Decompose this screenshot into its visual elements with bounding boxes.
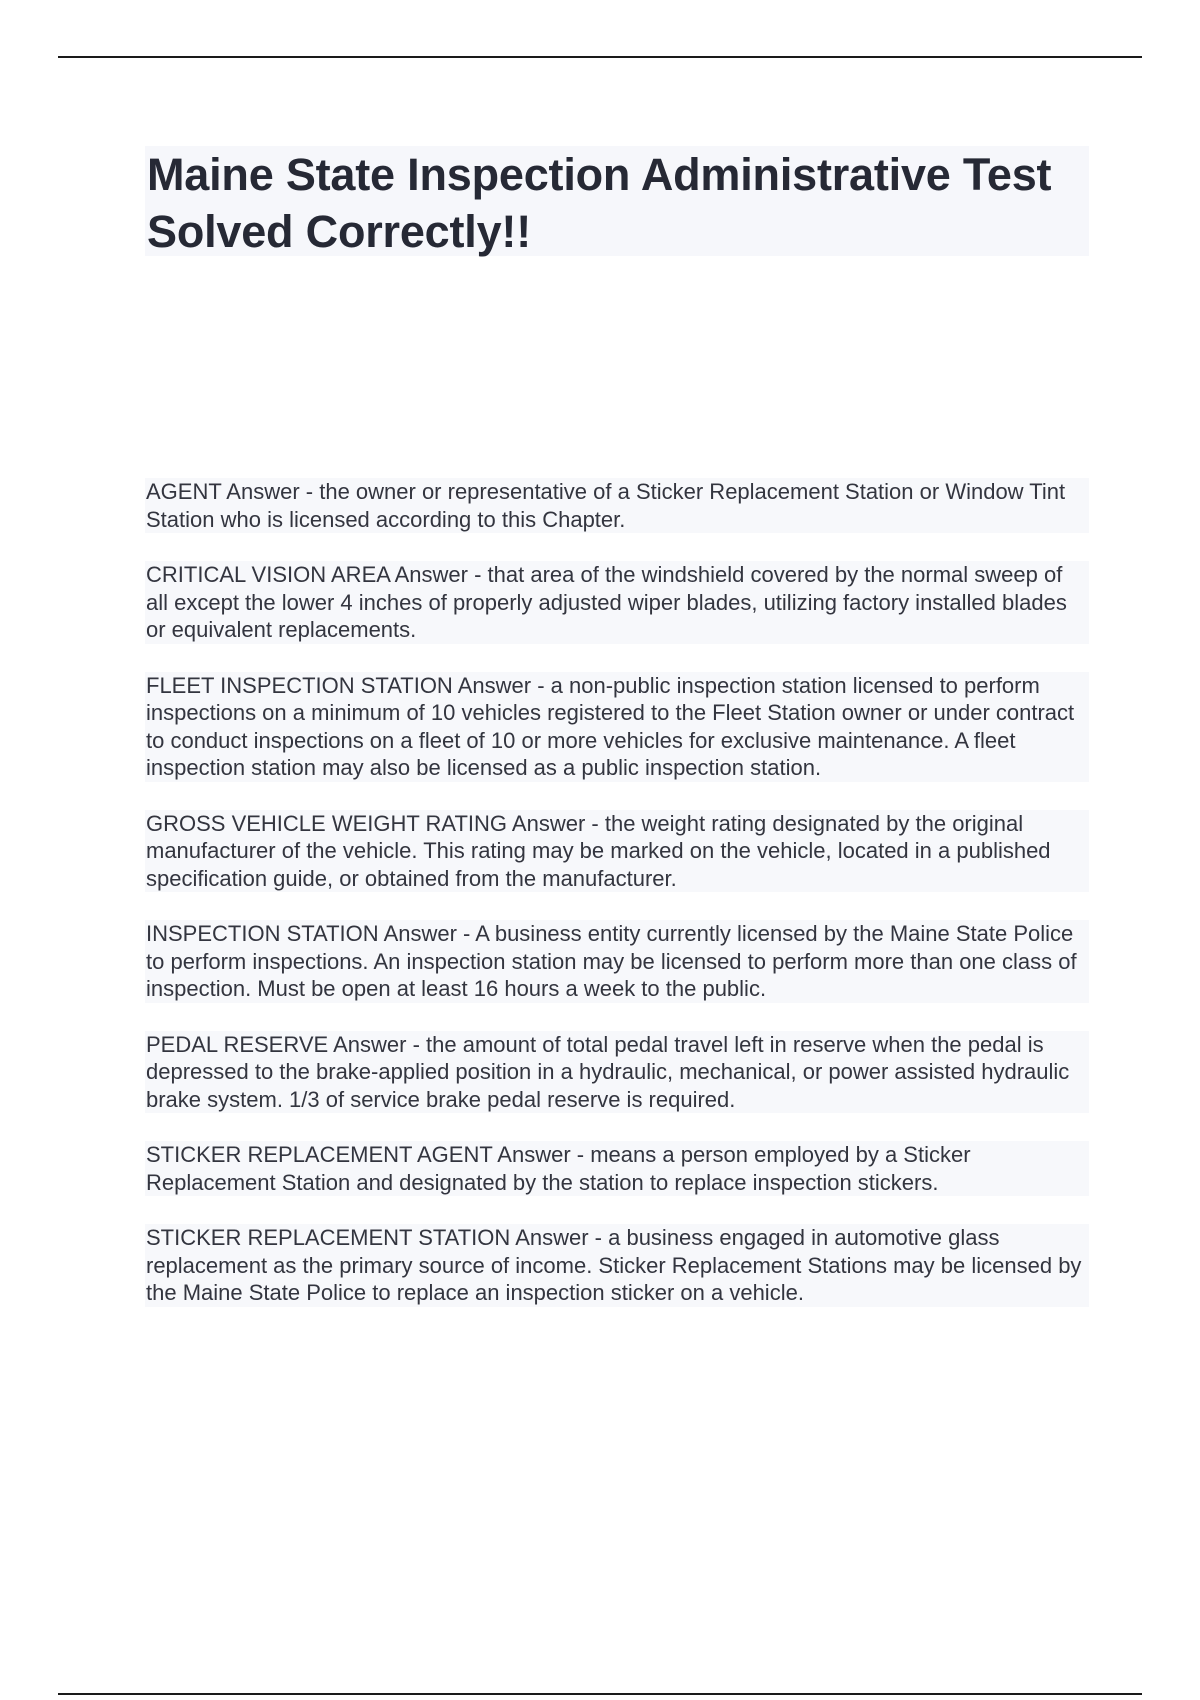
entry-definition: the weight rating designated by the original manufacturer of the vehicle. This rating may be marked on the vehicle, located in a published specification guide, or obtained from the manufacturer. bbox=[146, 810, 1051, 891]
entry-term: INSPECTION STATION bbox=[146, 921, 379, 946]
entry-definition: the owner or representative of a Sticker Replacement Station or Window Tint Station who is licensed according to this Chapter. bbox=[146, 479, 1066, 532]
entry-term: GROSS VEHICLE WEIGHT RATING bbox=[146, 810, 508, 836]
title-block bbox=[145, 146, 1089, 256]
entry-definition: a non-public inspection station licensed to perform inspections on a minimum of 10 vehicles registered to the Fleet Station owner or under contract to conduct inspections on a fleet of 10 or more vehicles for exclusive maintenance. A fleet inspection station may also be licensed as a public inspection station. bbox=[146, 672, 1075, 780]
top-rule bbox=[58, 56, 1142, 58]
entry-definition: means a person employed by a Sticker Replacement Station and designated by the station to replace inspection stickers. bbox=[146, 1142, 971, 1195]
entry-term: CRITICAL VISION AREA bbox=[146, 562, 390, 587]
entry-separator: Answer - bbox=[226, 479, 314, 504]
entry-term: AGENT bbox=[146, 479, 222, 504]
entry-separator: Answer - bbox=[457, 672, 545, 698]
entry-inspection-station bbox=[145, 920, 1089, 1003]
entry-pedal-reserve bbox=[145, 1031, 1089, 1114]
entry-agent bbox=[145, 478, 1089, 533]
entry-fleet-inspection-station bbox=[145, 672, 1089, 782]
entry-separator: Answer - bbox=[511, 810, 599, 836]
entry-separator: Answer - bbox=[333, 1031, 420, 1057]
entry-definition: that area of the windshield covered by the normal sweep of all except the lower 4 inches of properly adjusted wiper blades, utilizing factory installed blades or equivalent replacements. bbox=[146, 562, 1067, 642]
entry-critical-vision-area bbox=[145, 561, 1089, 644]
entry-term: PEDAL RESERVE bbox=[146, 1031, 329, 1057]
entry-sticker-replacement-agent bbox=[145, 1141, 1089, 1196]
entry-separator: Answer - bbox=[515, 1225, 602, 1250]
entry-term: STICKER REPLACEMENT AGENT bbox=[146, 1142, 493, 1167]
entry-term: STICKER REPLACEMENT STATION bbox=[146, 1225, 511, 1250]
entry-separator: Answer - bbox=[383, 921, 471, 946]
entry-definition: A business entity currently licensed by the Maine State Police to perform inspections. An inspection station may be licensed to perform more than one class of inspection. Must be open at least 16 hours a week to the public. bbox=[146, 921, 1077, 1001]
bottom-rule bbox=[58, 1693, 1142, 1695]
entry-separator: Answer - bbox=[497, 1142, 585, 1167]
entry-definition: a business engaged in automotive glass replacement as the primary source of income. Sticker Replacement Stations may be licensed by the Maine State Police to replace an inspection sticker on a vehicle. bbox=[146, 1225, 1082, 1305]
entry-list bbox=[145, 478, 1089, 1335]
entry-sticker-replacement-station bbox=[145, 1224, 1089, 1307]
entry-term: FLEET INSPECTION STATION bbox=[146, 672, 453, 698]
document-title: Maine State Inspection Administrative Test Solved Correctly!! bbox=[147, 149, 1052, 257]
entry-definition: the amount of total pedal travel left in reserve when the pedal is depressed to the brake-applied position in a hydraulic, mechanical, or power assisted hydraulic brake system. 1/3 of service brake pedal reserve is required. bbox=[146, 1031, 1070, 1112]
entry-separator: Answer - bbox=[394, 562, 482, 587]
entry-gross-vehicle-weight-rating bbox=[145, 810, 1089, 893]
